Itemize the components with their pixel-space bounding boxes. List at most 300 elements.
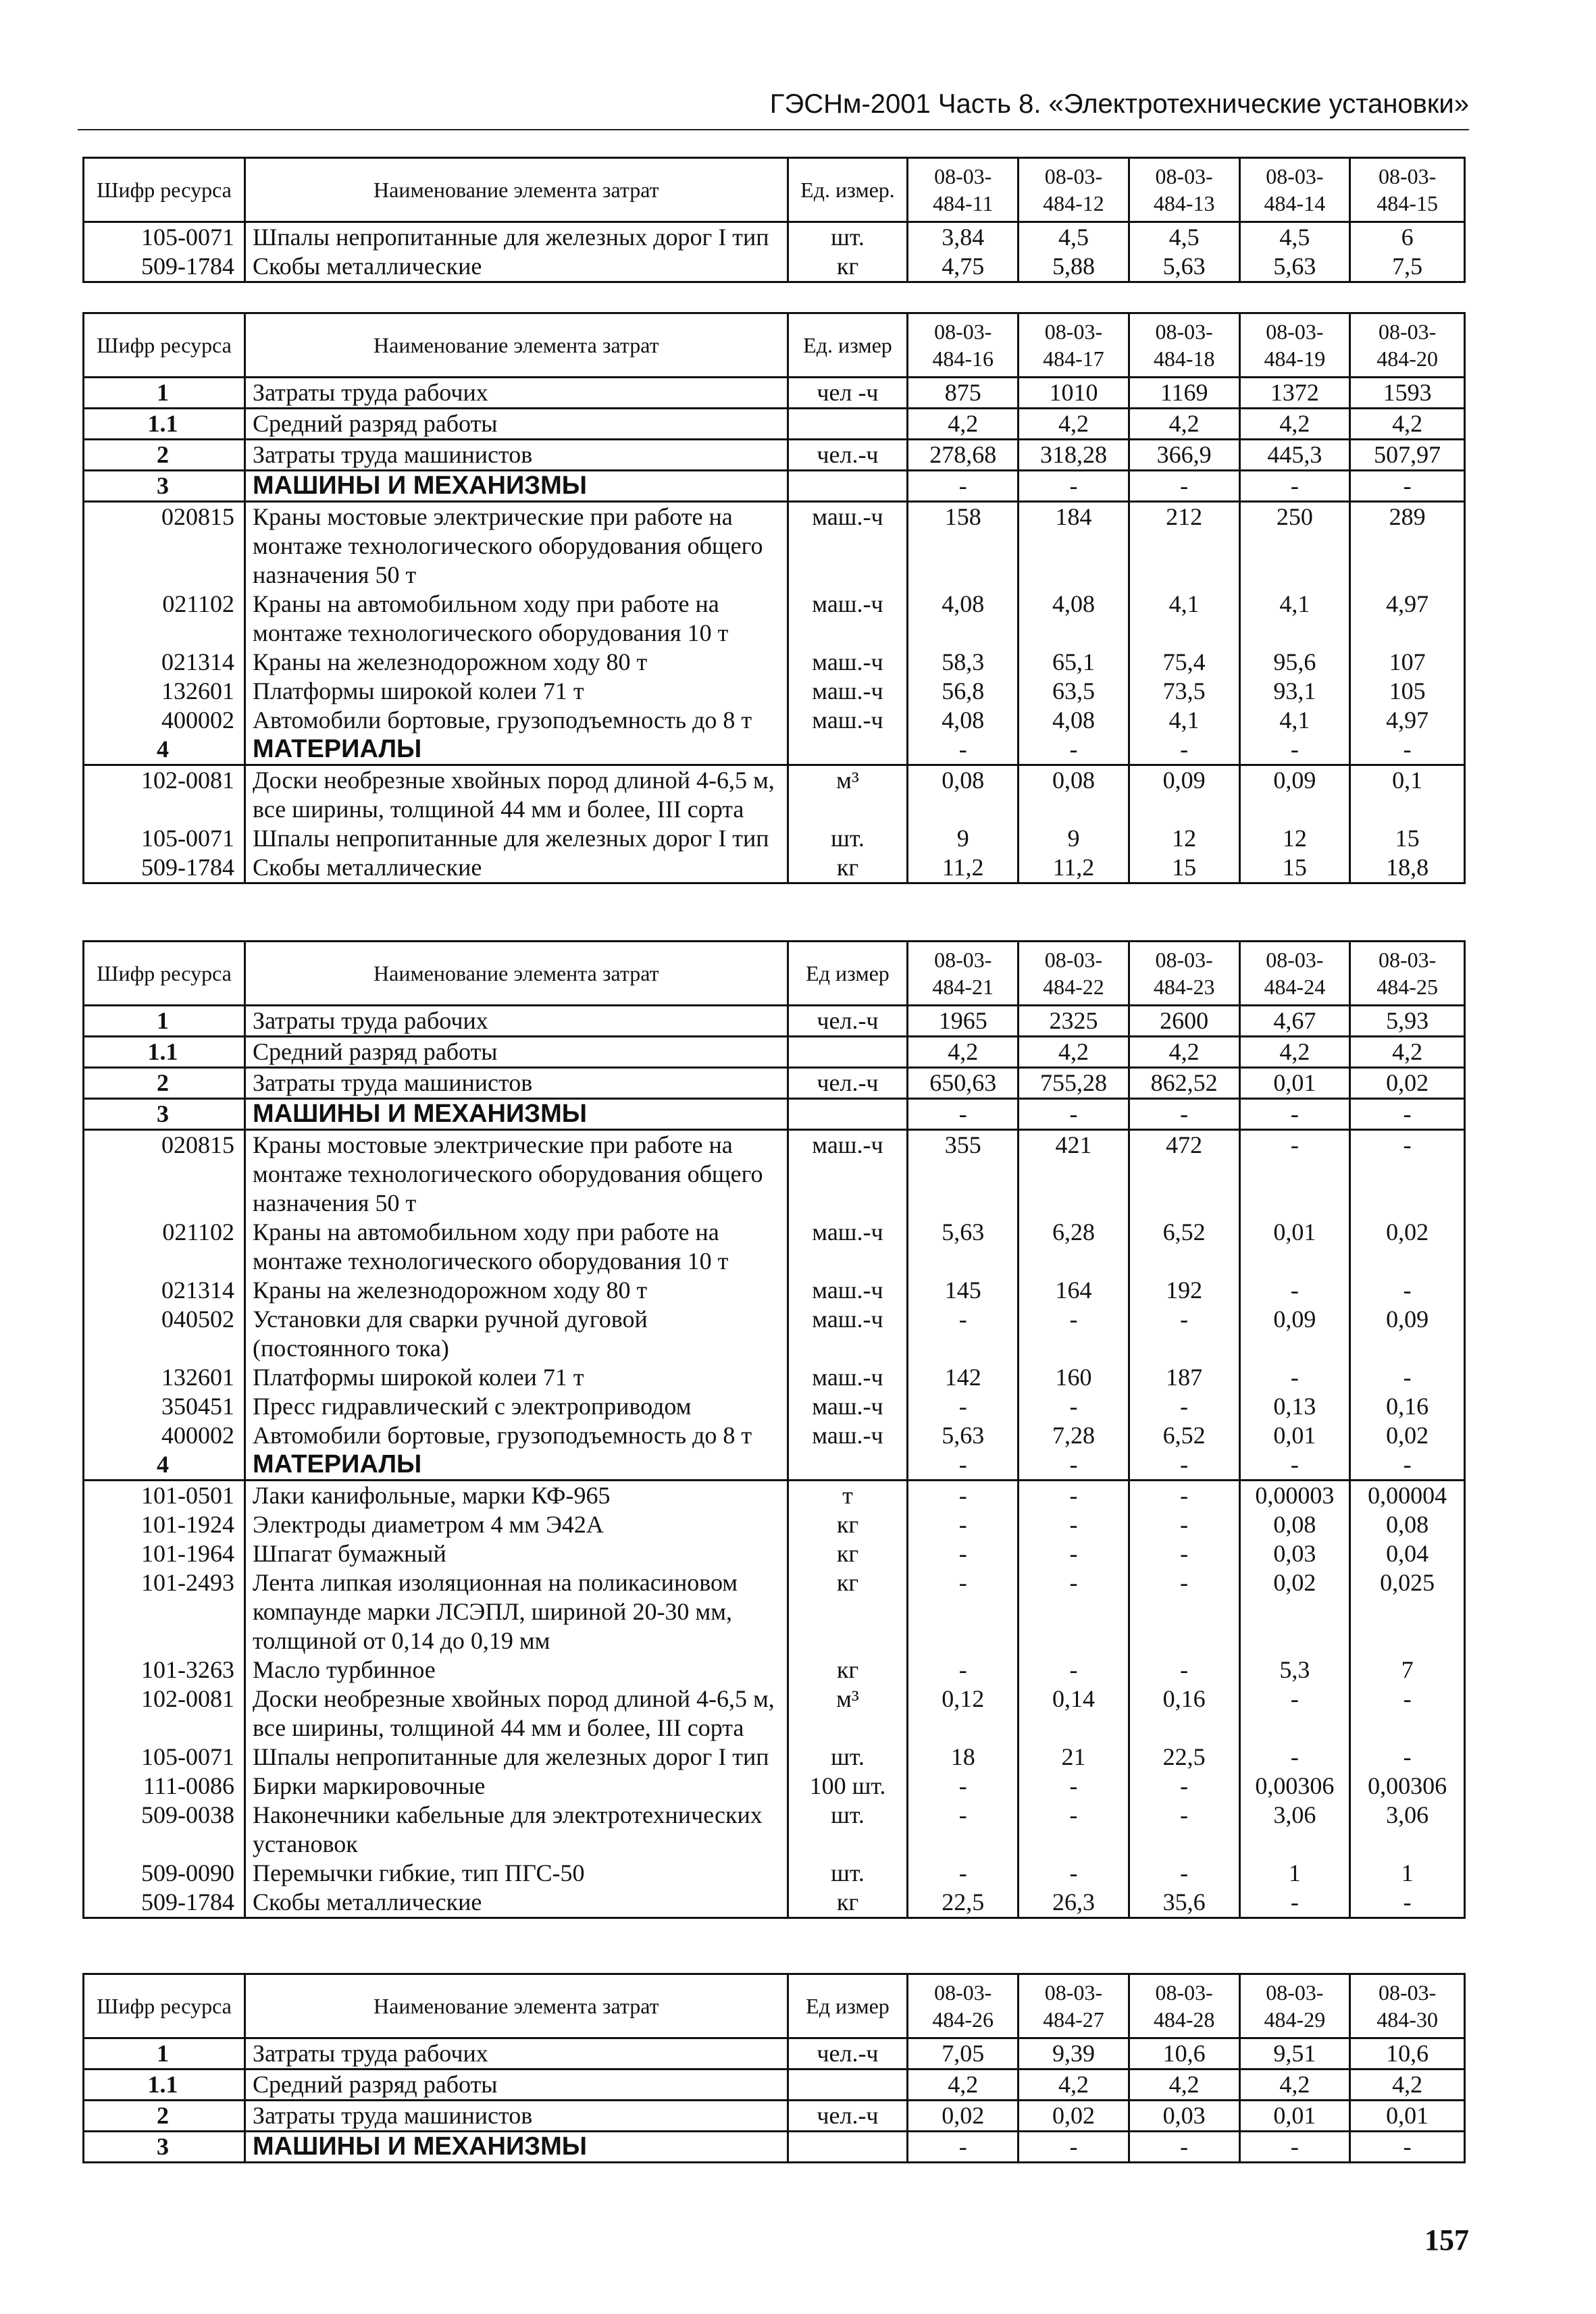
column-header-rate-code: 08-03- 484-14 bbox=[1239, 158, 1350, 222]
rate-value: - bbox=[1350, 2132, 1465, 2163]
rate-value: 0,01 bbox=[1239, 1218, 1350, 1276]
resource-name: МАТЕРИАЛЫ bbox=[245, 735, 788, 765]
rate-value: 1965 bbox=[908, 1006, 1019, 1037]
table-header-row bbox=[84, 1974, 1465, 2038]
unit-of-measure: чел.-ч bbox=[788, 1068, 908, 1099]
rate-value: 12 bbox=[1129, 824, 1239, 853]
unit-of-measure: шт. bbox=[788, 1743, 908, 1772]
rate-value: - bbox=[908, 1801, 1019, 1859]
resource-code: 132601 bbox=[84, 1363, 245, 1392]
rate-value: 4,2 bbox=[1019, 2069, 1129, 2101]
unit-of-measure: шт. bbox=[788, 824, 908, 853]
resource-code: 4 bbox=[84, 1450, 245, 1481]
rate-value: - bbox=[1350, 1685, 1465, 1743]
rate-value: - bbox=[1239, 1743, 1350, 1772]
table-row bbox=[84, 1772, 1465, 1801]
resource-code: 102-0081 bbox=[84, 1685, 245, 1743]
rate-value: 4,1 bbox=[1129, 706, 1239, 735]
rate-value: 4,2 bbox=[908, 409, 1019, 440]
rate-value: 7,28 bbox=[1019, 1421, 1129, 1450]
rate-value: 164 bbox=[1019, 1276, 1129, 1305]
resource-code: 105-0071 bbox=[84, 824, 245, 853]
rate-value: - bbox=[908, 1655, 1019, 1685]
rate-value: - bbox=[1129, 1305, 1239, 1363]
rate-value: 4,97 bbox=[1350, 706, 1465, 735]
column-header-unit: Ед. измер bbox=[788, 313, 908, 378]
rate-value: 0,08 bbox=[1350, 1510, 1465, 1539]
resource-name: Средний разряд работы bbox=[245, 409, 788, 440]
rate-value: - bbox=[1019, 1099, 1129, 1130]
resource-code: 102-0081 bbox=[84, 765, 245, 825]
rate-value: 250 bbox=[1239, 502, 1350, 590]
resource-name: Пресс гидравлический с электроприводом bbox=[245, 1392, 788, 1421]
unit-of-measure: маш.-ч bbox=[788, 1130, 908, 1218]
unit-of-measure bbox=[788, 409, 908, 440]
rate-value: - bbox=[1129, 1099, 1239, 1130]
table-row bbox=[84, 378, 1465, 409]
resource-name: Шпалы непропитанные для железных дорог I тип bbox=[245, 1743, 788, 1772]
table-header-row bbox=[84, 158, 1465, 222]
rate-value: - bbox=[908, 1392, 1019, 1421]
rate-value: 0,12 bbox=[908, 1685, 1019, 1743]
resource-name: Краны на железнодорожном ходу 80 т bbox=[245, 648, 788, 677]
rate-value: 187 bbox=[1129, 1363, 1239, 1392]
table-row bbox=[84, 2132, 1465, 2163]
resource-name: Краны на железнодорожном ходу 80 т bbox=[245, 1276, 788, 1305]
table-row bbox=[84, 1099, 1465, 1130]
resource-name: Наконечники кабельные для электротехнических установок bbox=[245, 1801, 788, 1859]
table-row bbox=[84, 765, 1465, 825]
rate-value: - bbox=[1129, 1510, 1239, 1539]
rate-value: 5,3 bbox=[1239, 1655, 1350, 1685]
rate-value: 3,84 bbox=[908, 222, 1019, 253]
rate-value: 355 bbox=[908, 1130, 1019, 1218]
table-row bbox=[84, 502, 1465, 590]
table-row bbox=[84, 1539, 1465, 1568]
table-row bbox=[84, 471, 1465, 502]
rate-value: - bbox=[1239, 2132, 1350, 2163]
resource-name: Затраты труда машинистов bbox=[245, 440, 788, 471]
rate-value: - bbox=[1129, 1859, 1239, 1888]
rate-value: 95,6 bbox=[1239, 648, 1350, 677]
table-row bbox=[84, 1068, 1465, 1099]
resource-code: 021102 bbox=[84, 1218, 245, 1276]
table-row bbox=[84, 1006, 1465, 1037]
rate-value: - bbox=[1129, 735, 1239, 765]
resource-name: Краны на автомобильном ходу при работе на монтаже технологического оборудования 10 т bbox=[245, 1218, 788, 1276]
rate-value: 12 bbox=[1239, 824, 1350, 853]
rate-value: - bbox=[908, 1450, 1019, 1481]
rate-value: - bbox=[1239, 1099, 1350, 1130]
unit-of-measure bbox=[788, 1099, 908, 1130]
unit-of-measure: кг bbox=[788, 252, 908, 282]
rate-value: 58,3 bbox=[908, 648, 1019, 677]
rate-value: 4,08 bbox=[1019, 590, 1129, 648]
unit-of-measure: кг bbox=[788, 1539, 908, 1568]
resource-code: 132601 bbox=[84, 677, 245, 706]
resource-code: 3 bbox=[84, 471, 245, 502]
rates-table bbox=[82, 940, 1466, 1919]
rate-value: 0,00003 bbox=[1239, 1481, 1350, 1511]
rate-value: 1 bbox=[1239, 1859, 1350, 1888]
column-header-name: Наименование элемента затрат bbox=[245, 942, 788, 1006]
resource-code: 350451 bbox=[84, 1392, 245, 1421]
rate-value: 4,2 bbox=[1129, 2069, 1239, 2101]
resource-name: Перемычки гибкие, тип ПГС-50 bbox=[245, 1859, 788, 1888]
rate-value: 0,1 bbox=[1350, 765, 1465, 825]
unit-of-measure: маш.-ч bbox=[788, 677, 908, 706]
rate-value: 15 bbox=[1239, 853, 1350, 883]
rate-value: - bbox=[1239, 1450, 1350, 1481]
table-row bbox=[84, 1859, 1465, 1888]
rate-value: 0,09 bbox=[1239, 765, 1350, 825]
resource-name: Платформы широкой колеи 71 т bbox=[245, 677, 788, 706]
unit-of-measure: шт. bbox=[788, 1801, 908, 1859]
table-row bbox=[84, 1481, 1465, 1511]
unit-of-measure: т bbox=[788, 1481, 908, 1511]
unit-of-measure: чел.-ч bbox=[788, 440, 908, 471]
resource-name: Шпалы непропитанные для железных дорог I тип bbox=[245, 824, 788, 853]
column-header-rate-code: 08-03- 484-17 bbox=[1019, 313, 1129, 378]
unit-of-measure: маш.-ч bbox=[788, 1421, 908, 1450]
rate-value: 4,2 bbox=[1019, 1037, 1129, 1068]
column-header-rate-code: 08-03- 484-25 bbox=[1350, 942, 1465, 1006]
resource-name: Масло турбинное bbox=[245, 1655, 788, 1685]
rate-value: - bbox=[1350, 1888, 1465, 1918]
column-header-unit: Ед измер bbox=[788, 1974, 908, 2038]
rate-value: - bbox=[1019, 1450, 1129, 1481]
column-header-rate-code: 08-03- 484-20 bbox=[1350, 313, 1465, 378]
rate-value: - bbox=[1239, 1363, 1350, 1392]
rate-value: 75,4 bbox=[1129, 648, 1239, 677]
unit-of-measure: маш.-ч bbox=[788, 1392, 908, 1421]
rate-value: 4,1 bbox=[1239, 590, 1350, 648]
rate-value: 472 bbox=[1129, 1130, 1239, 1218]
rate-value: 4,2 bbox=[1350, 409, 1465, 440]
rates-table bbox=[82, 157, 1466, 283]
rate-value: 5,63 bbox=[1129, 252, 1239, 282]
resource-code: 020815 bbox=[84, 502, 245, 590]
resource-name: Затраты труда рабочих bbox=[245, 1006, 788, 1037]
rate-value: 0,16 bbox=[1129, 1685, 1239, 1743]
resource-code: 1 bbox=[84, 378, 245, 409]
rate-value: 0,00306 bbox=[1239, 1772, 1350, 1801]
rate-value: 107 bbox=[1350, 648, 1465, 677]
rate-value: 4,2 bbox=[1239, 1037, 1350, 1068]
rate-value: - bbox=[1019, 1305, 1129, 1363]
resource-code: 509-1784 bbox=[84, 252, 245, 282]
rate-value: 0,00004 bbox=[1350, 1481, 1465, 1511]
rate-value: 4,2 bbox=[1350, 2069, 1465, 2101]
resource-name: Затраты труда машинистов bbox=[245, 2101, 788, 2132]
resource-name: Средний разряд работы bbox=[245, 1037, 788, 1068]
table-row bbox=[84, 1392, 1465, 1421]
rate-value: - bbox=[1239, 1276, 1350, 1305]
rate-value: 5,63 bbox=[1239, 252, 1350, 282]
resource-code: 3 bbox=[84, 2132, 245, 2163]
rate-value: - bbox=[1129, 1539, 1239, 1568]
rate-value: 4,08 bbox=[908, 590, 1019, 648]
table-row bbox=[84, 1363, 1465, 1392]
unit-of-measure: кг bbox=[788, 853, 908, 883]
unit-of-measure: чел.-ч bbox=[788, 2101, 908, 2132]
rate-value: 158 bbox=[908, 502, 1019, 590]
unit-of-measure: кг bbox=[788, 1888, 908, 1918]
rate-value: 3,06 bbox=[1239, 1801, 1350, 1859]
rate-value: 184 bbox=[1019, 502, 1129, 590]
rate-value: 4,2 bbox=[1129, 409, 1239, 440]
rate-value: 755,28 bbox=[1019, 1068, 1129, 1099]
rate-value: 192 bbox=[1129, 1276, 1239, 1305]
column-header-rate-code: 08-03- 484-13 bbox=[1129, 158, 1239, 222]
resource-name: МАШИНЫ И МЕХАНИЗМЫ bbox=[245, 471, 788, 502]
rate-value: 9,39 bbox=[1019, 2038, 1129, 2069]
table-row bbox=[84, 1130, 1465, 1218]
rate-value: 0,02 bbox=[1350, 1068, 1465, 1099]
unit-of-measure: 100 шт. bbox=[788, 1772, 908, 1801]
rate-value: 0,00306 bbox=[1350, 1772, 1465, 1801]
rate-value: 4,5 bbox=[1019, 222, 1129, 253]
rate-value: 212 bbox=[1129, 502, 1239, 590]
rate-value: 0,03 bbox=[1129, 2101, 1239, 2132]
table-row bbox=[84, 853, 1465, 883]
table-row bbox=[84, 1305, 1465, 1363]
resource-code: 111-0086 bbox=[84, 1772, 245, 1801]
table-row bbox=[84, 409, 1465, 440]
rate-value: 6,52 bbox=[1129, 1218, 1239, 1276]
rate-value: - bbox=[1129, 1481, 1239, 1511]
table-row bbox=[84, 1421, 1465, 1450]
resource-code: 021102 bbox=[84, 590, 245, 648]
unit-of-measure: маш.-ч bbox=[788, 706, 908, 735]
rate-value: - bbox=[1239, 735, 1350, 765]
table-row bbox=[84, 648, 1465, 677]
rate-value: 1010 bbox=[1019, 378, 1129, 409]
column-header-rate-code: 08-03- 484-26 bbox=[908, 1974, 1019, 2038]
unit-of-measure: чел -ч bbox=[788, 378, 908, 409]
unit-of-measure: маш.-ч bbox=[788, 1363, 908, 1392]
rate-value: - bbox=[1019, 1772, 1129, 1801]
rate-value: 421 bbox=[1019, 1130, 1129, 1218]
rate-value: 15 bbox=[1350, 824, 1465, 853]
rate-value: 0,13 bbox=[1239, 1392, 1350, 1421]
page-header bbox=[78, 89, 1469, 130]
rate-value: 6 bbox=[1350, 222, 1465, 253]
rate-value: - bbox=[908, 1859, 1019, 1888]
unit-of-measure bbox=[788, 2132, 908, 2163]
rate-value: - bbox=[1019, 1655, 1129, 1685]
resource-code: 101-1964 bbox=[84, 1539, 245, 1568]
unit-of-measure: чел.-ч bbox=[788, 2038, 908, 2069]
rate-value: 18 bbox=[908, 1743, 1019, 1772]
unit-of-measure bbox=[788, 1037, 908, 1068]
unit-of-measure: маш.-ч bbox=[788, 1305, 908, 1363]
rate-value: - bbox=[908, 1772, 1019, 1801]
rate-value: - bbox=[1350, 1450, 1465, 1481]
rate-value: - bbox=[1129, 1392, 1239, 1421]
rate-value: 6,52 bbox=[1129, 1421, 1239, 1450]
resource-name: Бирки маркировочные bbox=[245, 1772, 788, 1801]
resource-name: МАШИНЫ И МЕХАНИЗМЫ bbox=[245, 1099, 788, 1130]
rate-value: 4,97 bbox=[1350, 590, 1465, 648]
unit-of-measure bbox=[788, 471, 908, 502]
unit-of-measure: м³ bbox=[788, 765, 908, 825]
resource-name: Скобы металлические bbox=[245, 1888, 788, 1918]
resource-code: 101-1924 bbox=[84, 1510, 245, 1539]
rate-value: 4,5 bbox=[1129, 222, 1239, 253]
table-row bbox=[84, 2101, 1465, 2132]
rate-value: - bbox=[908, 1568, 1019, 1655]
resource-name: Автомобили бортовые, грузоподъемность до 8 т bbox=[245, 1421, 788, 1450]
column-header-rate-code: 08-03- 484-11 bbox=[908, 158, 1019, 222]
rate-value: 875 bbox=[908, 378, 1019, 409]
resource-name: Платформы широкой колеи 71 т bbox=[245, 1363, 788, 1392]
resource-name: Затраты труда рабочих bbox=[245, 378, 788, 409]
resource-name: Доски необрезные хвойных пород длиной 4-6,5 м, все ширины, толщиной 44 мм и более, III сорта bbox=[245, 1685, 788, 1743]
rate-value: - bbox=[1129, 2132, 1239, 2163]
rate-value: 5,63 bbox=[908, 1421, 1019, 1450]
resource-code: 2 bbox=[84, 2101, 245, 2132]
rate-value: 4,08 bbox=[908, 706, 1019, 735]
resource-code: 400002 bbox=[84, 706, 245, 735]
column-header-code: Шифр ресурса bbox=[84, 313, 245, 378]
column-header-rate-code: 08-03- 484-21 bbox=[908, 942, 1019, 1006]
rate-value: 289 bbox=[1350, 502, 1465, 590]
rate-value: 63,5 bbox=[1019, 677, 1129, 706]
resource-code: 1.1 bbox=[84, 409, 245, 440]
column-header-rate-code: 08-03- 484-16 bbox=[908, 313, 1019, 378]
rate-value: 2600 bbox=[1129, 1006, 1239, 1037]
resource-name: Затраты труда машинистов bbox=[245, 1068, 788, 1099]
resource-code: 2 bbox=[84, 1068, 245, 1099]
rate-value: 5,88 bbox=[1019, 252, 1129, 282]
resource-name: Установки для сварки ручной дуговой (постоянного тока) bbox=[245, 1305, 788, 1363]
rate-value: 4,2 bbox=[1019, 409, 1129, 440]
table-row bbox=[84, 1568, 1465, 1655]
rate-value: - bbox=[1350, 471, 1465, 502]
rate-value: 0,08 bbox=[1239, 1510, 1350, 1539]
column-header-rate-code: 08-03- 484-27 bbox=[1019, 1974, 1129, 2038]
rate-value: - bbox=[908, 1481, 1019, 1511]
table-row bbox=[84, 252, 1465, 282]
resource-code: 509-0090 bbox=[84, 1859, 245, 1888]
resource-name: Затраты труда рабочих bbox=[245, 2038, 788, 2069]
rate-value: - bbox=[1350, 1099, 1465, 1130]
rate-value: 0,02 bbox=[1350, 1218, 1465, 1276]
rate-value: - bbox=[1350, 735, 1465, 765]
rate-value: 7 bbox=[1350, 1655, 1465, 1685]
resource-code: 1 bbox=[84, 2038, 245, 2069]
rate-value: 318,28 bbox=[1019, 440, 1129, 471]
rate-value: 93,1 bbox=[1239, 677, 1350, 706]
column-header-rate-code: 08-03- 484-30 bbox=[1350, 1974, 1465, 2038]
column-header-name: Наименование элемента затрат bbox=[245, 313, 788, 378]
rate-value: - bbox=[1350, 1276, 1465, 1305]
unit-of-measure: маш.-ч bbox=[788, 1218, 908, 1276]
rate-value: 9 bbox=[908, 824, 1019, 853]
resource-name: Автомобили бортовые, грузоподъемность до 8 т bbox=[245, 706, 788, 735]
resource-name: Краны мостовые электрические при работе на монтаже технологического оборудования общего назначения 50 т bbox=[245, 1130, 788, 1218]
rate-value: - bbox=[1239, 1685, 1350, 1743]
resource-name: Шпагат бумажный bbox=[245, 1539, 788, 1568]
column-header-name: Наименование элемента затрат bbox=[245, 158, 788, 222]
column-header-rate-code: 08-03- 484-24 bbox=[1239, 942, 1350, 1006]
resource-code: 020815 bbox=[84, 1130, 245, 1218]
rates-table bbox=[82, 1973, 1466, 2163]
table-row bbox=[84, 590, 1465, 648]
rate-value: - bbox=[1350, 1743, 1465, 1772]
column-header-rate-code: 08-03- 484-22 bbox=[1019, 942, 1129, 1006]
unit-of-measure: маш.-ч bbox=[788, 1276, 908, 1305]
rate-value: 1169 bbox=[1129, 378, 1239, 409]
rate-value: 35,6 bbox=[1129, 1888, 1239, 1918]
column-header-rate-code: 08-03- 484-15 bbox=[1350, 158, 1465, 222]
table-row bbox=[84, 735, 1465, 765]
rate-value: 4,75 bbox=[908, 252, 1019, 282]
resource-code: 1.1 bbox=[84, 2069, 245, 2101]
rate-value: 366,9 bbox=[1129, 440, 1239, 471]
table-header-row bbox=[84, 313, 1465, 378]
rate-value: 9,51 bbox=[1239, 2038, 1350, 2069]
table-row bbox=[84, 1685, 1465, 1743]
rate-value: 0,01 bbox=[1350, 2101, 1465, 2132]
rate-value: 4,67 bbox=[1239, 1006, 1350, 1037]
resource-code: 1.1 bbox=[84, 1037, 245, 1068]
resource-name: Средний разряд работы bbox=[245, 2069, 788, 2101]
unit-of-measure: кг bbox=[788, 1655, 908, 1685]
resource-code: 105-0071 bbox=[84, 222, 245, 253]
resource-code: 400002 bbox=[84, 1421, 245, 1450]
column-header-code: Шифр ресурса bbox=[84, 1974, 245, 2038]
rate-value: 5,63 bbox=[908, 1218, 1019, 1276]
rate-value: - bbox=[1129, 1772, 1239, 1801]
rate-value: 4,5 bbox=[1239, 222, 1350, 253]
rate-value: 0,03 bbox=[1239, 1539, 1350, 1568]
rate-value: 0,08 bbox=[1019, 765, 1129, 825]
column-header-code: Шифр ресурса bbox=[84, 158, 245, 222]
rate-value: - bbox=[908, 735, 1019, 765]
rate-value: 4,2 bbox=[1239, 409, 1350, 440]
rate-value: - bbox=[1129, 1568, 1239, 1655]
rate-value: 26,3 bbox=[1019, 1888, 1129, 1918]
resource-name: Шпалы непропитанные для железных дорог I тип bbox=[245, 222, 788, 253]
rate-value: 0,08 bbox=[908, 765, 1019, 825]
resource-name: Электроды диаметром 4 мм Э42А bbox=[245, 1510, 788, 1539]
rate-value: - bbox=[1019, 1392, 1129, 1421]
resource-code: 1 bbox=[84, 1006, 245, 1037]
rate-value: 145 bbox=[908, 1276, 1019, 1305]
resource-name: Скобы металлические bbox=[245, 252, 788, 282]
rate-value: 507,97 bbox=[1350, 440, 1465, 471]
rate-value: 0,02 bbox=[1350, 1421, 1465, 1450]
rate-value: - bbox=[908, 1539, 1019, 1568]
resource-name: Лаки канифольные, марки КФ-965 bbox=[245, 1481, 788, 1511]
rate-value: 4,2 bbox=[1129, 1037, 1239, 1068]
table-row bbox=[84, 1450, 1465, 1481]
resource-code: 2 bbox=[84, 440, 245, 471]
table-row bbox=[84, 1655, 1465, 1685]
rate-value: 10,6 bbox=[1350, 2038, 1465, 2069]
rate-value: 4,1 bbox=[1129, 590, 1239, 648]
rate-value: - bbox=[1019, 471, 1129, 502]
resource-name: Лента липкая изоляционная на поликасиновом компаунде марки ЛСЭПЛ, шириной 20-30 мм, толщиной от 0,14 до 0,19 мм bbox=[245, 1568, 788, 1655]
rate-value: - bbox=[1350, 1363, 1465, 1392]
table-row bbox=[84, 222, 1465, 253]
rate-value: - bbox=[1129, 1655, 1239, 1685]
resource-code: 3 bbox=[84, 1099, 245, 1130]
rate-value: 142 bbox=[908, 1363, 1019, 1392]
rate-value: 4,2 bbox=[908, 1037, 1019, 1068]
